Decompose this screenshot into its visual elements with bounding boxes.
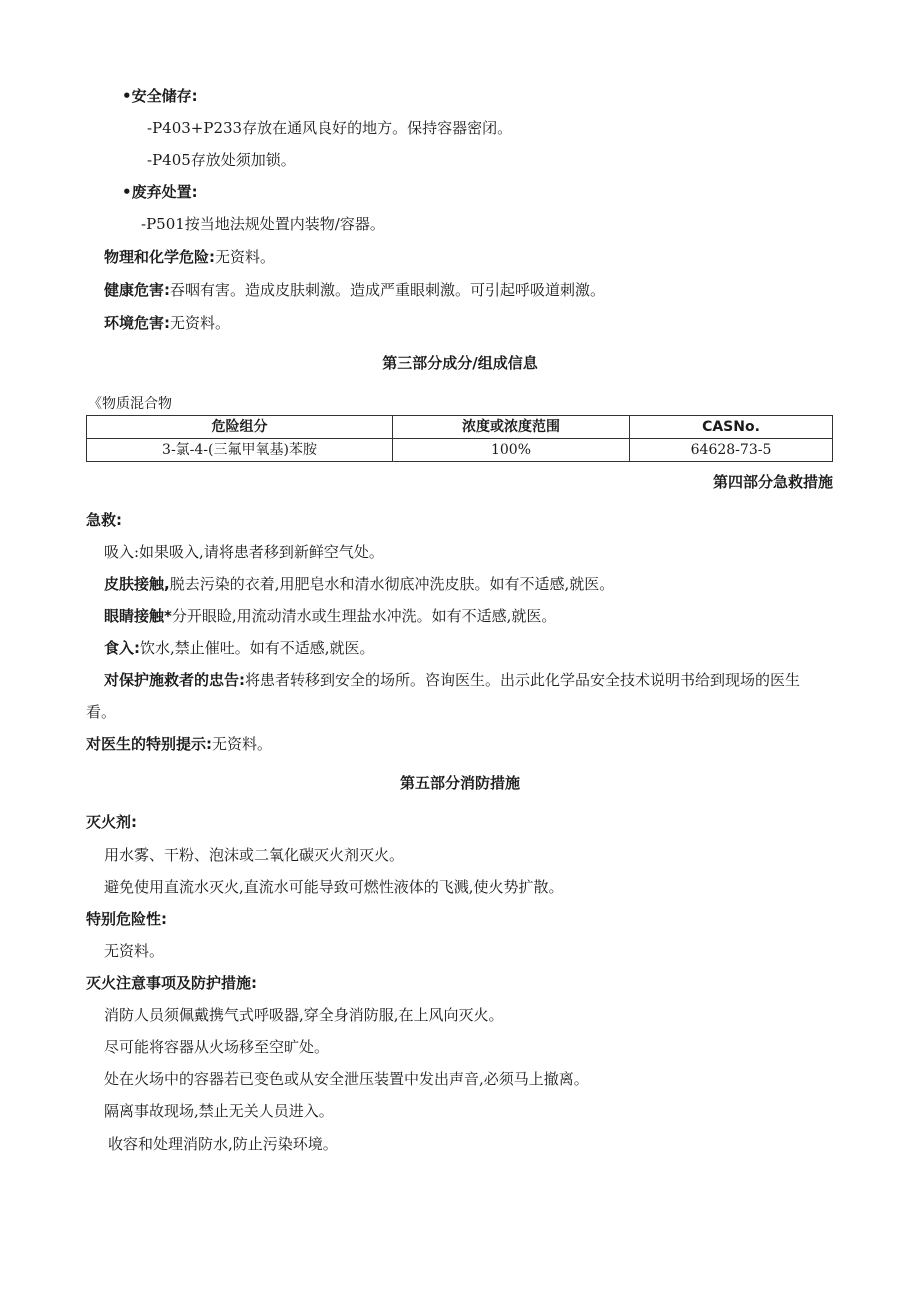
substance-type: 《物质混合物 xyxy=(88,396,172,412)
section5-title: 第五部分消防措施 xyxy=(399,774,520,792)
composition-table xyxy=(86,415,833,462)
cell-cas: 64628-73-5 xyxy=(630,439,833,462)
special-hazard-value: 无资料。 xyxy=(104,942,165,960)
section3-title: 第三部分成分/组成信息 xyxy=(382,354,538,372)
extinguishing-agent-heading: 灭火剂: xyxy=(86,813,137,831)
eye-contact-value: 分开眼睑,用流动清水或生理盐水冲洗。如有不适感,就医。 xyxy=(171,607,557,625)
rescuer-advice-value: 将患者转移到安全的场所。咨询医生。出示此化学品安全技术说明书给到现场的医生 xyxy=(245,671,801,689)
doctor-note-value: 无资料。 xyxy=(212,735,273,753)
doctor-note-label: 对医生的特别提示: xyxy=(86,735,212,753)
storage-heading: •安全储存: xyxy=(122,87,198,105)
disposal-line-1: -P501按当地法规处置内装物/容器。 xyxy=(141,215,385,233)
inhalation: 吸入:如果吸入,请将患者移到新鲜空气处。 xyxy=(104,543,384,561)
precaution-line: 消防人员须佩戴携气式呼吸器,穿全身消防服,在上风向灭火。 xyxy=(104,1006,504,1024)
special-hazard-heading: 特别危险性: xyxy=(86,910,167,928)
doctor-note xyxy=(86,734,272,754)
health-hazard-label: 健康危害: xyxy=(104,281,170,299)
storage-line-1: -P403+P233存放在通风良好的地方。保持容器密闭。 xyxy=(147,119,513,137)
ingestion-label: 食入: xyxy=(104,639,140,657)
skin-contact-value: 脱去污染的衣着,用肥皂水和清水彻底冲洗皮肤。如有不适感,就医。 xyxy=(169,575,615,593)
disposal-heading: •废弃处置: xyxy=(122,183,198,201)
physical-hazard xyxy=(104,247,275,267)
cell-concentration: 100% xyxy=(393,439,630,462)
precaution-line: 处在火场中的容器若已变色或从安全泄压装置中发出声音,必须马上撤离。 xyxy=(104,1070,589,1088)
extinguishing-agent-line-2: 避免使用直流水灭火,直流水可能导致可燃性液体的飞溅,使火势扩散。 xyxy=(104,878,564,896)
physical-hazard-label: 物理和化学危险: xyxy=(104,248,215,266)
rescuer-advice xyxy=(104,670,800,690)
header-concentration: 浓度或浓度范围 xyxy=(393,416,630,439)
ingestion xyxy=(104,638,375,658)
header-cas: CASNo. xyxy=(630,416,833,439)
precaution-line: 收容和处理消防水,防止污染环境。 xyxy=(108,1135,338,1153)
storage-line-2: -P405存放处须加锁。 xyxy=(147,151,296,169)
skin-contact xyxy=(104,574,614,594)
section4-title: 第四部分急救措施 xyxy=(712,473,833,491)
precaution-line: 隔离事故现场,禁止无关人员进入。 xyxy=(104,1102,334,1120)
physical-hazard-value: 无资料。 xyxy=(215,248,276,266)
cell-component: 3-氯-4-(三氟甲氧基)苯胺 xyxy=(87,439,393,462)
health-hazard-value: 吞咽有害。造成皮肤刺激。造成严重眼刺激。可引起呼吸道刺激。 xyxy=(170,281,606,299)
environment-hazard-label: 环境危害: xyxy=(104,314,170,332)
table-header-row xyxy=(87,416,833,439)
environment-hazard xyxy=(104,313,230,333)
health-hazard xyxy=(104,280,605,300)
header-component: 危险组分 xyxy=(87,416,393,439)
eye-contact xyxy=(104,606,556,626)
ingestion-value: 饮水,禁止催吐。如有不适感,就医。 xyxy=(140,639,375,657)
table-row xyxy=(87,439,833,462)
eye-contact-label: 眼睛接触* xyxy=(104,607,172,625)
precaution-heading: 灭火注意事项及防护措施: xyxy=(86,974,257,992)
rescuer-advice-cont: 看。 xyxy=(86,703,117,721)
extinguishing-agent-line-1: 用水雾、干粉、泡沫或二氧化碳灭火剂灭火。 xyxy=(104,846,405,864)
environment-hazard-value: 无资料。 xyxy=(170,314,231,332)
rescuer-advice-label: 对保护施救者的忠告: xyxy=(104,671,245,689)
precaution-line: 尽可能将容器从火场移至空旷处。 xyxy=(104,1038,330,1056)
first-aid-heading: 急救: xyxy=(86,511,122,529)
skin-contact-label: 皮肤接触, xyxy=(104,575,170,593)
